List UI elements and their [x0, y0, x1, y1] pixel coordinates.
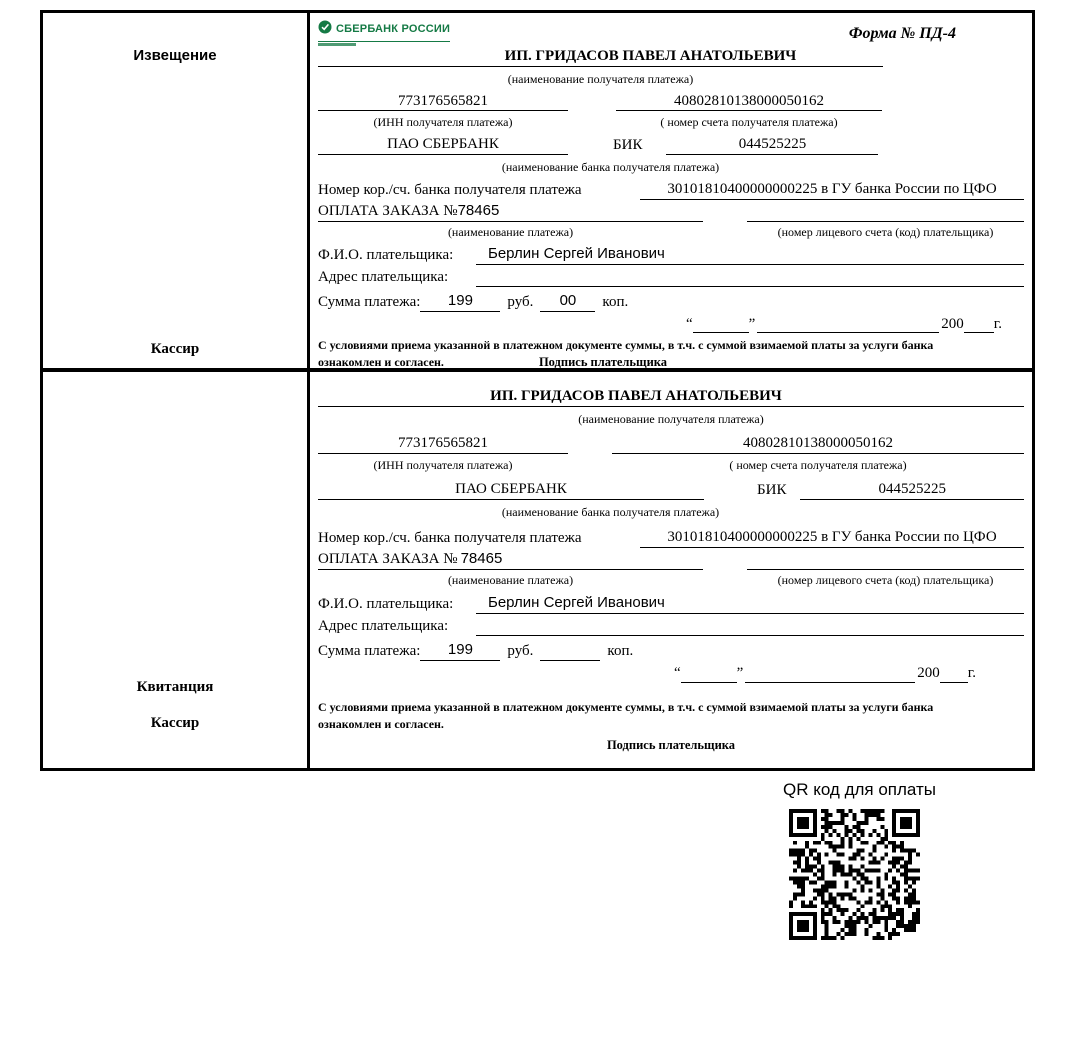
personal-account-caption: (номер лицевого счета (код) плательщика) [777, 224, 994, 239]
sum-kop-field: 00 [540, 292, 595, 312]
personal-account-caption: (номер лицевого счета (код) плательщика) [777, 573, 994, 587]
date-line [318, 663, 1024, 683]
account-field: 40802810138000050162 [616, 92, 882, 112]
sberbank-logo [318, 20, 450, 46]
sberbank-logo-icon [318, 20, 332, 40]
stub-column [43, 13, 310, 368]
date-year-field [940, 682, 968, 683]
payment-name-field: ОПЛАТА ЗАКАЗА № 78465 [318, 550, 703, 570]
kop-label: коп. [602, 293, 629, 310]
payer-address-field [476, 286, 1024, 287]
signature-label: Подпись плательщика [606, 737, 736, 752]
sberbank-logo-tagline [318, 43, 356, 46]
rub-label: руб. [507, 293, 534, 310]
year-suffix: г. [967, 665, 976, 682]
kop-label: коп. [607, 643, 634, 660]
payer-fio-label: Ф.И.О. плательщика: [318, 596, 454, 613]
bank-name-caption: (наименование банка получателя платежа) [501, 160, 720, 174]
date-year-field [964, 332, 994, 333]
account-caption: ( номер счета получателя платежа) [729, 458, 907, 472]
payer-address-label: Адрес плательщика: [318, 268, 449, 285]
date-day-field [693, 332, 749, 333]
form-number: Форма № ПД-4 [848, 25, 956, 42]
bik-label: БИК [613, 137, 643, 154]
account-caption: ( номер счета получателя платежа) [660, 115, 838, 130]
rub-label: руб. [507, 643, 534, 660]
kassir-label: Кассир [150, 341, 200, 357]
payment-name-caption: (наименование платежа) [447, 573, 574, 587]
inn-field: 773176565821 [318, 434, 568, 454]
corr-account-field: 30101810400000000225 в ГУ банка России по ЦФО [640, 180, 1024, 200]
sum-rub-field: 199 [420, 292, 500, 312]
quote-close: ” [748, 315, 756, 332]
izveshchenie-label: Извещение [133, 47, 217, 64]
payee-name-caption: (наименование получателя платежа) [507, 71, 694, 86]
terms-text: С условиями приема указанной в платежном документе суммы, в т.ч. с суммой взимаемой платы за услуги банка ознакомлен и согласен. Подпись плательщика [318, 337, 1024, 368]
quote-open: “ [673, 665, 681, 682]
corr-account-label: Номер кор./сч. банка получателя платежа [318, 182, 582, 198]
payer-address-label: Адрес плательщика: [318, 618, 449, 635]
sum-label: Сумма платежа: [318, 643, 421, 660]
date-day-field [681, 682, 737, 683]
payee-name-field: ИП. ГРИДАСОВ ПАВЕЛ АНАТОЛЬЕВИЧ [318, 47, 883, 67]
quote-open: “ [685, 315, 693, 332]
pd4-document [40, 10, 1035, 771]
corr-account-label: Номер кор./сч. банка получателя платежа [318, 530, 582, 547]
inn-field: 773176565821 [318, 92, 568, 112]
qr-section [783, 780, 937, 940]
sum-rub-field: 199 [420, 641, 500, 661]
order-number-value: 78465 [460, 550, 503, 568]
kassir-label: Кассир [150, 715, 200, 731]
signature-label: Подпись плательщика [538, 355, 668, 368]
sum-kop-field [540, 660, 600, 661]
sberbank-logo-text: СБЕРБАНК РОССИИ [336, 23, 451, 35]
section-kvitanciya [43, 372, 1032, 768]
stub-column [43, 372, 310, 768]
payer-address-field [476, 635, 1024, 636]
bik-field: 044525225 [800, 480, 1024, 500]
personal-account-field [747, 569, 1024, 570]
order-number-value: 78465 [457, 202, 500, 219]
year-prefix: 200 [917, 665, 940, 682]
header-row [318, 20, 1024, 46]
payment-name-caption: (наименование платежа) [447, 224, 574, 239]
bank-name-field: ПАО СБЕРБАНК [318, 480, 704, 500]
date-line [318, 315, 1024, 334]
sum-label: Сумма платежа: [318, 293, 421, 310]
form-content [310, 372, 1032, 768]
personal-account-field [747, 221, 1024, 222]
year-suffix: г. [993, 315, 1002, 332]
payment-name-field: ОПЛАТА ЗАКАЗА №78465 [318, 202, 703, 222]
bank-name-caption: (наименование банка получателя платежа) [501, 505, 720, 519]
inn-caption: (ИНН получателя платежа) [373, 115, 513, 130]
quote-close: ” [736, 665, 744, 682]
date-month-field [745, 682, 915, 683]
bik-field: 044525225 [666, 135, 878, 155]
section-izveshchenie [43, 13, 1032, 372]
payee-name-caption: (наименование получателя платежа) [578, 412, 764, 426]
bik-label: БИК [757, 482, 787, 499]
qr-code [789, 809, 920, 940]
kvitanciya-label: Квитанция [136, 679, 214, 695]
terms-text: С условиями приема указанной в платежном документе суммы, в т.ч. с суммой взимаемой платы за услуги банка ознакомлен и согласен. [318, 700, 934, 731]
bank-name-field: ПАО СБЕРБАНК [318, 135, 568, 155]
payer-fio-field: Берлин Сергей Иванович [476, 594, 1024, 614]
year-prefix: 200 [941, 315, 964, 332]
payer-fio-field: Берлин Сергей Иванович [476, 245, 1024, 265]
account-field: 40802810138000050162 [612, 434, 1024, 454]
corr-account-field: 30101810400000000225 в ГУ банка России по ЦФО [640, 528, 1024, 548]
payee-name-field: ИП. ГРИДАСОВ ПАВЕЛ АНАТОЛЬЕВИЧ [318, 387, 1024, 407]
inn-caption: (ИНН получателя платежа) [373, 458, 513, 472]
payer-fio-label: Ф.И.О. плательщика: [318, 246, 454, 263]
qr-label: QR код для оплаты [783, 780, 937, 799]
date-month-field [757, 332, 939, 333]
form-content [310, 13, 1032, 368]
